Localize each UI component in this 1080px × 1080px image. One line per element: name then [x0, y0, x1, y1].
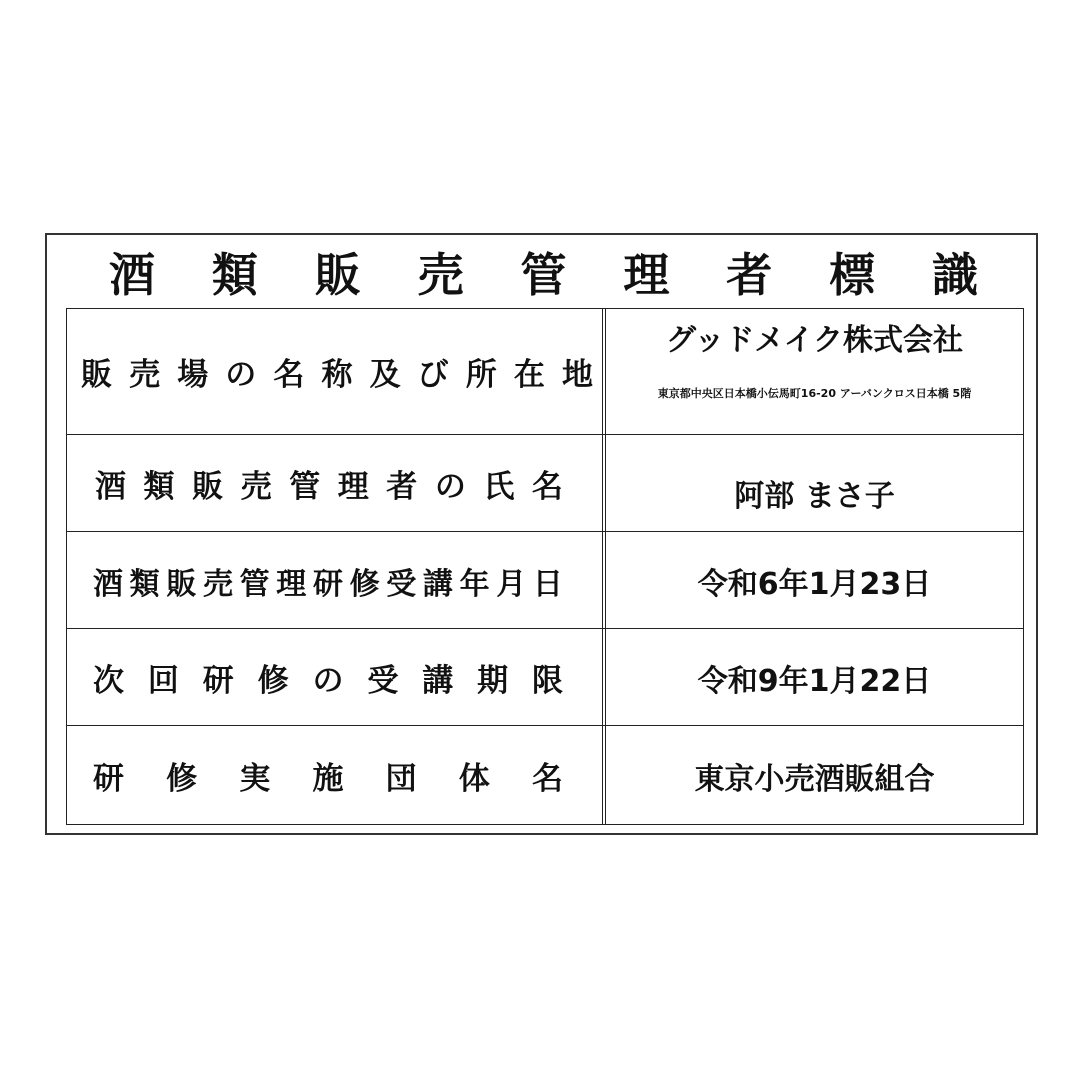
manager-name: 阿部 まさ子 — [734, 478, 895, 514]
store-address: 東京都中央区日本橋小伝馬町16-20 アーバンクロス日本橋 5階 — [657, 386, 972, 400]
label-cell — [67, 726, 606, 825]
liquor-sales-manager-sign — [45, 233, 1038, 835]
table-row-training-org — [67, 725, 1023, 825]
sign-title — [47, 245, 1036, 305]
row-label: 酒 類 販 売 管 理 研 修 受 講 年 月 日 — [93, 566, 563, 602]
value-cell — [606, 532, 1023, 629]
training-date: 令和6年1月23日 — [697, 566, 932, 602]
title-char: 売 — [417, 248, 464, 302]
row-label: 酒 類 販 売 管 理 者 の 氏 名 — [95, 469, 563, 505]
label-cell — [67, 435, 606, 532]
sign-table — [66, 308, 1024, 825]
title-char: 管 — [520, 248, 567, 302]
value-cell — [606, 629, 1023, 726]
value-cell — [606, 309, 1023, 434]
title-char: 理 — [623, 248, 670, 302]
title-char: 類 — [211, 248, 258, 302]
title-char: 標 — [829, 248, 876, 302]
title-char: 者 — [726, 248, 773, 302]
title-char: 酒 — [109, 248, 155, 302]
label-cell — [67, 532, 606, 629]
table-row-training-date — [67, 531, 1023, 629]
row-label: 次 回 研 修 の 受 講 期 限 — [93, 663, 563, 699]
title-char: 識 — [932, 248, 978, 302]
row-label: 研 修 実 施 団 体 名 — [93, 761, 563, 797]
company-name: グッドメイク株式会社 — [666, 322, 963, 358]
label-cell — [67, 309, 606, 434]
training-organization: 東京小売酒販組合 — [694, 761, 935, 797]
table-row-next-deadline — [67, 628, 1023, 726]
label-cell — [67, 629, 606, 726]
title-char: 販 — [314, 248, 361, 302]
value-cell — [606, 435, 1023, 532]
table-row-manager — [67, 434, 1023, 532]
next-deadline: 令和9年1月22日 — [697, 663, 932, 699]
table-row-store — [67, 309, 1023, 434]
value-cell — [606, 726, 1023, 825]
row-label: 販 売 場 の 名 称 及 び 所 在 地 — [81, 357, 593, 393]
